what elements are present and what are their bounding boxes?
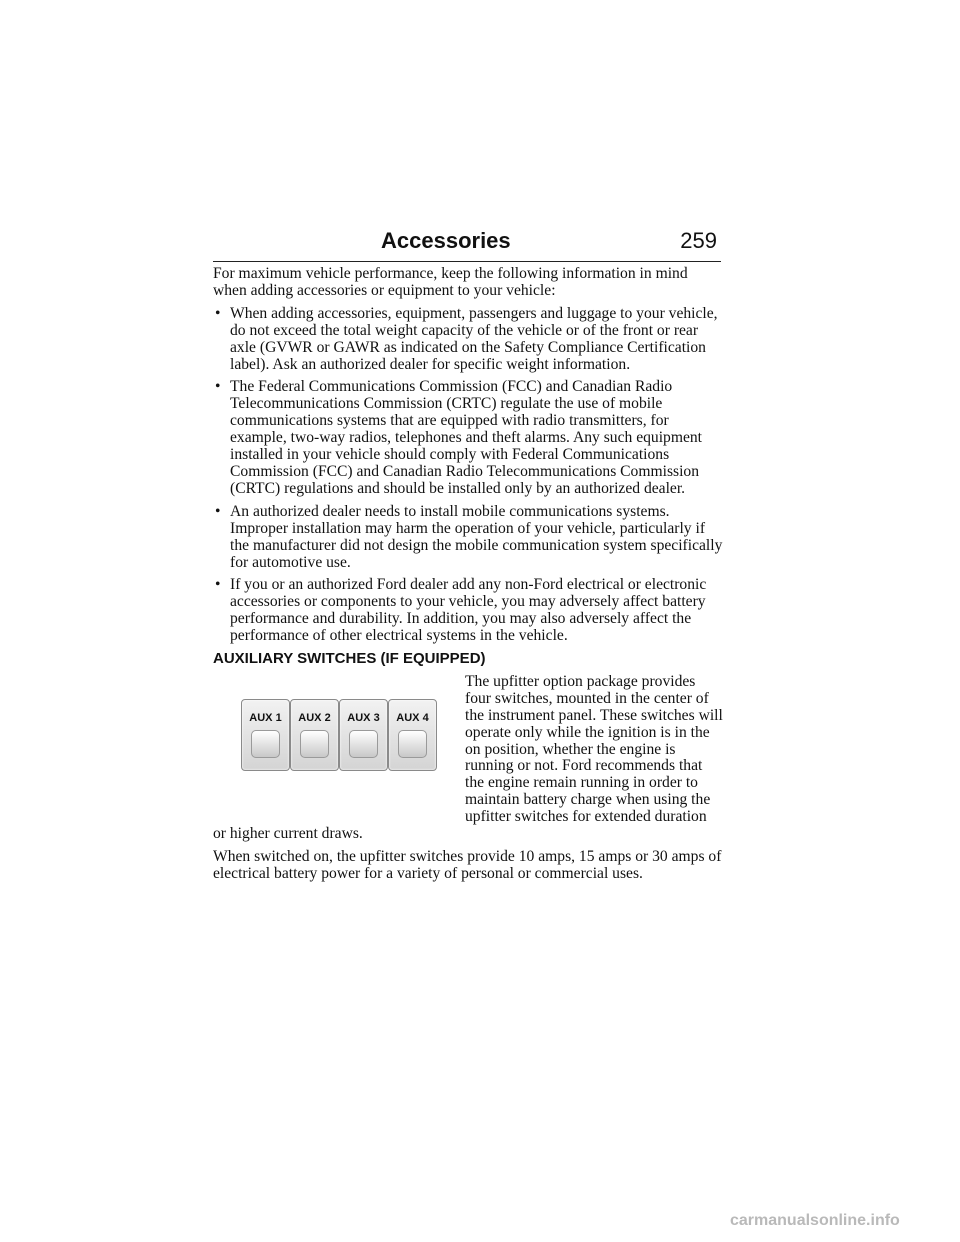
bullet-icon: • (215, 304, 221, 322)
bullet-list (213, 306, 723, 645)
list-item (213, 379, 723, 497)
switch-label: AUX 1 (249, 711, 282, 724)
aux-switches-figure (213, 674, 465, 811)
list-item-text: When adding accessories, equipment, passengers and luggage to your vehicle, do not exceed the total weight capacity of the vehicle or of the front or rear axle (GVWR or GAWR as indicated on the Safety Compliance Certification label). Ask an authorized dealer for specific weight information. (230, 304, 718, 373)
aux-description-paragraph: The upfitter option package provides four switches, mounted in the center of the instrument panel. These switches will operate only while the ignition is in the on position, whether the engine is running or not. Ford recommends that the engine remain running in order to maintain battery charge when using the upfitter switches for extended duration or higher current draws. (213, 672, 723, 843)
list-item-text: The Federal Communications Commission (FCC) and Canadian Radio Telecommunications Commission (CRTC) regulate the use of mobile communications systems that are equipped with radio transmitters, for example, two-way radios, telephones and theft alarms. Any such equipment installed in your vehicle should comply with Federal Communications Commission (FCC) and Canadian Radio Telecommunications Commission (CRTC) regulations and should be installed only by an authorized dealer. (230, 378, 703, 497)
rocker-icon (398, 730, 427, 758)
aux-2-switch (290, 699, 339, 771)
switch-label: AUX 4 (396, 711, 429, 724)
page-number: 259 (680, 228, 717, 253)
list-item (213, 306, 723, 374)
bullet-icon: • (215, 502, 221, 520)
list-item (213, 504, 723, 572)
chapter-title: Accessories (381, 228, 511, 253)
aux-4-switch (388, 699, 437, 771)
bullet-icon: • (215, 576, 221, 594)
bullet-icon: • (215, 378, 221, 396)
list-item-text: An authorized dealer needs to install mobile communications systems. Improper installation may harm the operation of your vehicle, particularly if the manufacturer did not design the mobile communication system specifically for automotive use. (230, 502, 723, 571)
rocker-icon (300, 730, 329, 758)
switch-label: AUX 3 (347, 711, 380, 724)
intro-paragraph: For maximum vehicle performance, keep the following information in mind when adding accessories or equipment to your vehicle: (213, 265, 688, 299)
page-content (213, 266, 723, 889)
aux-1-switch (241, 699, 290, 771)
list-item (213, 577, 723, 645)
section-heading: AUXILIARY SWITCHES (IF EQUIPPED) (213, 650, 486, 668)
site-watermark: carmanualsonline.info (730, 1212, 900, 1229)
switch-label: AUX 2 (298, 711, 331, 724)
rocker-icon (349, 730, 378, 758)
page-header (213, 228, 721, 262)
switch-panel (241, 699, 437, 771)
aux-3-switch (339, 699, 388, 771)
list-item-text: If you or an authorized Ford dealer add any non-Ford electrical or electronic accessories or components to your vehicle, you may adversely affect battery performance and durability. In addition, you may also adversely affect the performance of other electrical systems in the vehicle. (230, 576, 707, 645)
aux-power-paragraph: When switched on, the upfitter switches provide 10 amps, 15 amps or 30 amps of electrical battery power for a variety of personal or commercial uses. (213, 848, 722, 882)
rocker-icon (251, 730, 280, 758)
